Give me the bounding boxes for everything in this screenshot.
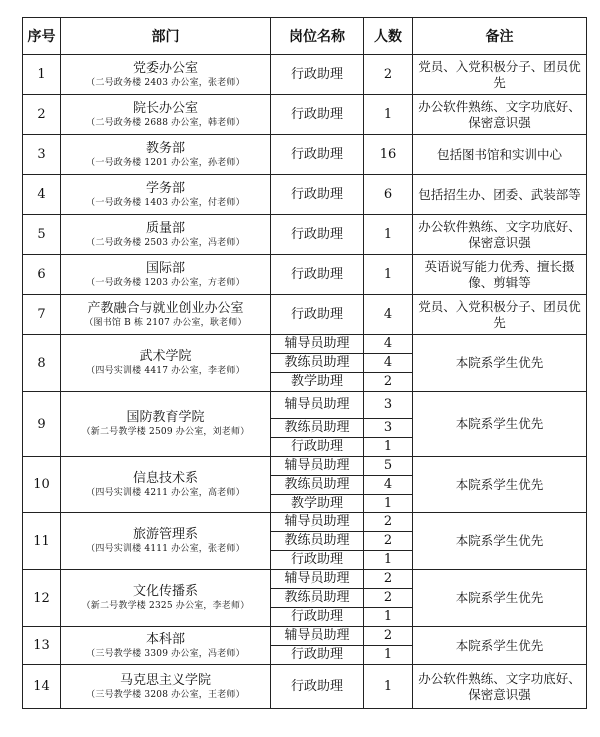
row-note: 党员、入党积极分子、团员优先 xyxy=(413,55,587,95)
row-dept xyxy=(61,392,271,457)
row-note: 本院系学生优先 xyxy=(413,335,587,392)
header-count: 人数 xyxy=(364,18,413,55)
row-post: 教练员助理 xyxy=(271,476,364,495)
row-post: 教练员助理 xyxy=(271,532,364,551)
row-dept xyxy=(61,627,271,665)
row-dept xyxy=(61,513,271,570)
row-note: 本院系学生优先 xyxy=(413,570,587,627)
row-count: 1 xyxy=(364,608,413,627)
row-dept xyxy=(61,295,271,335)
dept-location: （三号教学楼 3309 办公室，冯老师） xyxy=(86,648,245,659)
row-note: 包括招生办、团委、武装部等 xyxy=(413,175,587,215)
row-count: 5 xyxy=(364,457,413,476)
dept-name: 国防教育学院 xyxy=(126,410,205,425)
row-dept xyxy=(61,55,271,95)
row-dept xyxy=(61,95,271,135)
row-count: 2 xyxy=(364,627,413,646)
row-post: 行政助理 xyxy=(271,135,364,175)
dept-name: 信息技术系 xyxy=(132,470,198,486)
table-row xyxy=(23,457,587,476)
row-count: 16 xyxy=(364,135,413,175)
row-note: 党员、入党积极分子、团员优先 xyxy=(413,295,587,335)
row-post: 行政助理 xyxy=(271,665,364,709)
dept-location: （新二号教学楼 2509 办公室，刘老师） xyxy=(81,427,250,437)
table-row xyxy=(23,665,587,709)
row-dept xyxy=(61,215,271,255)
dept-location: （一号政务楼 1403 办公室，付老师） xyxy=(86,197,245,208)
table-row xyxy=(23,513,587,532)
dept-location: （四号实训楼 4417 办公室，李老师） xyxy=(86,366,245,376)
row-seq: 1 xyxy=(23,55,61,95)
row-count: 4 xyxy=(364,295,413,335)
row-count: 1 xyxy=(364,495,413,513)
dept-name: 产教融合与就业创业办公室 xyxy=(87,300,244,316)
dept-location: （二号政务楼 2688 办公室，韩老师） xyxy=(86,117,245,128)
row-note: 办公软件熟练、文字功底好、保密意识强 xyxy=(413,95,587,135)
header-seq: 序号 xyxy=(23,18,61,55)
table-row xyxy=(23,295,587,335)
row-seq: 12 xyxy=(23,570,61,627)
row-dept xyxy=(61,570,271,627)
row-post: 辅导员助理 xyxy=(271,457,364,476)
dept-name: 马克思主义学院 xyxy=(119,672,211,688)
dept-name: 文化传播系 xyxy=(132,584,198,599)
row-note: 本院系学生优先 xyxy=(413,627,587,665)
table-row xyxy=(23,627,587,646)
row-post: 行政助理 xyxy=(271,551,364,570)
row-count: 4 xyxy=(364,476,413,495)
dept-location: （三号教学楼 3208 办公室，王老师） xyxy=(86,689,245,700)
dept-location: （图书馆 B 栋 2107 办公室，耿老师） xyxy=(84,317,247,328)
row-note: 英语说写能力优秀、擅长摄像、剪辑等 xyxy=(413,255,587,295)
row-post: 辅导员助理 xyxy=(271,513,364,532)
row-post: 教练员助理 xyxy=(271,419,364,438)
dept-name: 党委办公室 xyxy=(132,60,198,76)
dept-location: （新二号教学楼 2325 办公室，李老师） xyxy=(81,601,250,611)
row-count: 2 xyxy=(364,513,413,532)
row-post: 辅导员助理 xyxy=(271,627,364,646)
header-row xyxy=(23,18,587,55)
header-dept: 部门 xyxy=(61,18,271,55)
dept-location: （四号实训楼 4111 办公室，张老师） xyxy=(86,544,245,554)
dept-name: 本科部 xyxy=(145,631,185,647)
row-seq: 5 xyxy=(23,215,61,255)
row-note: 办公软件熟练、文字功底好、保密意识强 xyxy=(413,665,587,709)
row-seq: 11 xyxy=(23,513,61,570)
row-post: 辅导员助理 xyxy=(271,335,364,354)
row-post: 行政助理 xyxy=(271,295,364,335)
row-count: 1 xyxy=(364,646,413,665)
row-count: 2 xyxy=(364,373,413,392)
dept-name: 国际部 xyxy=(145,260,185,276)
table-row xyxy=(23,175,587,215)
table-row xyxy=(23,255,587,295)
row-note: 本院系学生优先 xyxy=(413,392,587,457)
dept-location: （一号政务楼 1203 办公室，方老师） xyxy=(86,277,245,288)
row-note: 本院系学生优先 xyxy=(413,457,587,513)
row-count: 2 xyxy=(364,55,413,95)
row-dept xyxy=(61,665,271,709)
dept-location: （二号政务楼 2403 办公室，张老师） xyxy=(86,77,245,88)
row-seq: 4 xyxy=(23,175,61,215)
row-post: 行政助理 xyxy=(271,175,364,215)
row-seq: 14 xyxy=(23,665,61,709)
table-row xyxy=(23,335,587,354)
row-count: 2 xyxy=(364,570,413,589)
table-body xyxy=(23,55,587,709)
row-count: 6 xyxy=(364,175,413,215)
row-seq: 9 xyxy=(23,392,61,457)
row-count: 2 xyxy=(364,589,413,608)
row-dept xyxy=(61,255,271,295)
row-count: 3 xyxy=(364,392,413,419)
row-note: 本院系学生优先 xyxy=(413,513,587,570)
row-count: 1 xyxy=(364,551,413,570)
row-post: 行政助理 xyxy=(271,255,364,295)
row-count: 4 xyxy=(364,335,413,354)
row-count: 1 xyxy=(364,255,413,295)
dept-name: 质量部 xyxy=(145,220,185,236)
row-count: 1 xyxy=(364,665,413,709)
row-seq: 3 xyxy=(23,135,61,175)
row-seq: 8 xyxy=(23,335,61,392)
row-post: 行政助理 xyxy=(271,646,364,665)
row-post: 教学助理 xyxy=(271,495,364,513)
row-count: 4 xyxy=(364,354,413,373)
row-count: 1 xyxy=(364,215,413,255)
dept-location: （一号政务楼 1201 办公室，孙老师） xyxy=(86,157,245,168)
dept-name: 武术学院 xyxy=(139,349,192,364)
row-post: 辅导员助理 xyxy=(271,392,364,419)
row-seq: 6 xyxy=(23,255,61,295)
table-row xyxy=(23,392,587,419)
dept-name: 学务部 xyxy=(145,180,185,196)
row-post: 辅导员助理 xyxy=(271,570,364,589)
row-post: 教练员助理 xyxy=(271,589,364,608)
row-post: 行政助理 xyxy=(271,215,364,255)
table-row xyxy=(23,135,587,175)
row-count: 1 xyxy=(364,438,413,457)
dept-location: （四号实训楼 4211 办公室，高老师） xyxy=(86,487,245,498)
table-row xyxy=(23,95,587,135)
dept-name: 教务部 xyxy=(145,140,185,156)
table-row xyxy=(23,55,587,95)
table-row xyxy=(23,570,587,589)
row-note: 办公软件熟练、文字功底好、保密意识强 xyxy=(413,215,587,255)
dept-name: 旅游管理系 xyxy=(132,527,198,542)
row-post: 教学助理 xyxy=(271,373,364,392)
row-count: 1 xyxy=(364,95,413,135)
row-dept xyxy=(61,457,271,513)
row-note: 包括图书馆和实训中心 xyxy=(413,135,587,175)
row-post: 行政助理 xyxy=(271,55,364,95)
table-row xyxy=(23,215,587,255)
dept-name: 院长办公室 xyxy=(132,100,198,116)
row-dept xyxy=(61,135,271,175)
row-post: 教练员助理 xyxy=(271,354,364,373)
dept-location: （二号政务楼 2503 办公室，冯老师） xyxy=(86,237,245,248)
row-seq: 7 xyxy=(23,295,61,335)
row-count: 2 xyxy=(364,532,413,551)
row-post: 行政助理 xyxy=(271,438,364,457)
header-note: 备注 xyxy=(413,18,587,55)
row-seq: 2 xyxy=(23,95,61,135)
recruitment-table xyxy=(22,17,587,709)
row-post: 行政助理 xyxy=(271,95,364,135)
row-seq: 10 xyxy=(23,457,61,513)
row-count: 3 xyxy=(364,419,413,438)
row-dept xyxy=(61,175,271,215)
row-post: 行政助理 xyxy=(271,608,364,627)
row-dept xyxy=(61,335,271,392)
header-post: 岗位名称 xyxy=(271,18,364,55)
row-seq: 13 xyxy=(23,627,61,665)
